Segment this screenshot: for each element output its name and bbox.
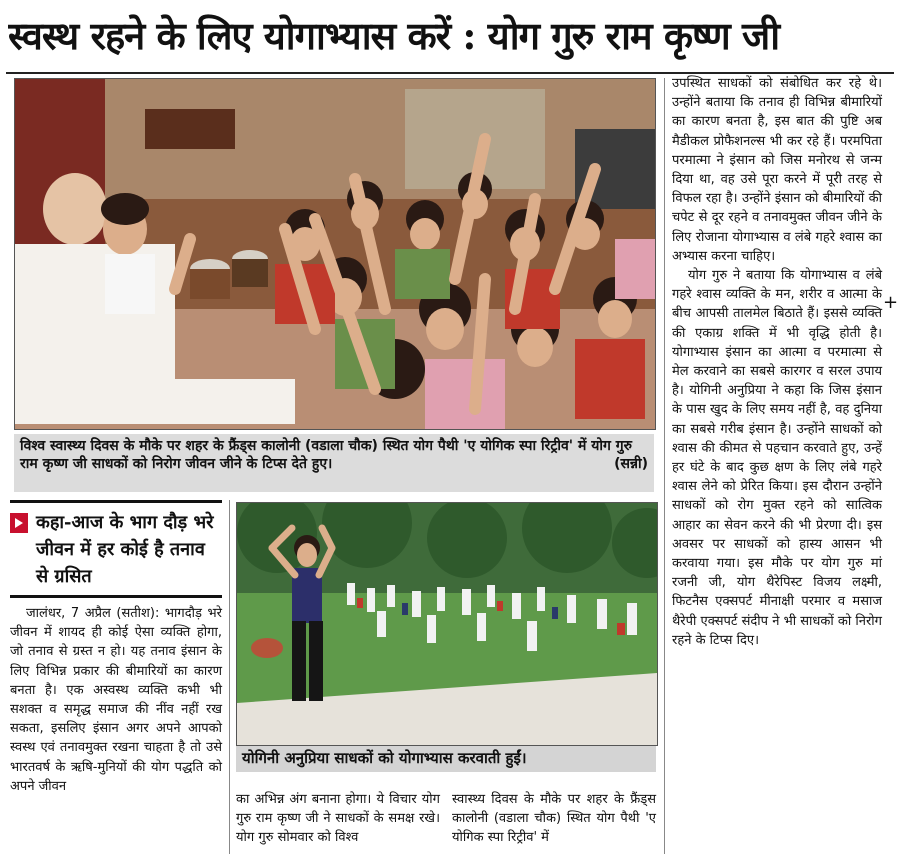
article-left-paragraph: जालंधर, 7 अप्रैल (सतीश): भागदौड़ भरे जीवन में शायद ही कोई ऐसा व्यक्ति होगा, जो तनाव से ग्रस्त न हो। यह तनाव इंसान के लिए विभिन्न प्रकार की बीमारियों का कारण बनता है। एक अस्वस्थ व्यक्ति कभी भी सशक्त व समृद्ध समाज की नींव नहीं रख सकता, इसलिए इंसान अगर अपने आपको स्वस्थ एवं तनावमुक्त रखना चाहता है तो उसे भारतवर्ष के ऋषि-मुनियों की योग पद्धति को अपने जीवन [10,606,222,794]
photo-yogini-outdoor [236,502,658,746]
article-middle-paragraph: का अभिन्न अंग बनाना होगा। ये विचार योग गुरु राम कृष्ण जी ने साधकों के समक्ष रखे। योग गुरु सोमवार को विश्व [236,792,440,846]
headline: स्वस्थ रहने के लिए योगाभ्यास करें : योग गुरु राम कृष्ण जी [8,13,780,58]
registration-mark: + [883,292,899,313]
photo-yoga-guru-session-illustration [15,79,655,429]
photo-yoga-guru-session [14,78,656,430]
article-center-paragraph: स्वास्थ्य दिवस के मौके पर शहर के फ्रैंड्स कालोनी (वडाला चौक) स्थित योग पैथी 'ए योगिक स्पा रिट्रीव' में [452,792,656,846]
article-column-center [452,790,656,854]
pullquote-text: कहा-आज के भाग दौड़ भरे जीवन में हर कोई है तनाव से ग्रसित [36,512,214,587]
column-rule-right [664,78,665,854]
article-right-paragraph-2: योग गुरु ने बताया कि योगाभ्यास व लंबे गहरे श्वास व्यक्ति के मन, शरीर व आत्मा के बीच आपसी तालमेल बिठाते हैं। इससे व्यक्ति की एकाग्र शक्ति में भी वृद्धि होती है। योगाभ्यास इंसान का आत्मा व परमात्मा से मेल करवाने का सबसे कारगर व सरल उपाय है। योगिनी अनुप्रिया ने कहा कि जिस इंसान के पास खुद के लिए समय नहीं है, वह दुनिया का सबसे गरीब इंसान है। उन्होंने साधकों को श्वास की कीमत से पहचान करवाते हुए, उन्हें हर घंटे के बाद कुछ क्षण के लिए लंबे गहरे श्वास लेने को प्रेरित किया। इस दौरान उन्होंने साधकों को रोग मुक्त रहने को सात्विक आहार का सेवन करने की भी प्रेरणा दी। इस अवसर पर साधकों को हास्य आसन भी करवाया गया। इस मौके पर योग गुरु मां रजनी जी, योग थैरेपिस्ट विजय लक्ष्मी, फिटनैस एक्सपर्ट मीनाक्षी परमार व मसाज थैरेपी एक्सपर्ट संदीप ने भी साधकों को निरोग रहने के टिप्स दिए। [672,268,882,648]
article-column-left [10,604,222,854]
article-right-paragraph-1: उपस्थित साधकों को संबोधित कर रहे थे। उन्होंने बताया कि तनाव ही विभिन्न बीमारियों का कारण बनता है, इस बात की पुष्टि अब मैडीकल प्रोफैशनल्स भी कर रहे हैं। परमपिता परमात्मा ने इंसान को जिस मनोरथ से जन्म दिया था, वह उसे पूरा करने में पूरी तरह से विफल रहा है। उन्होंने इंसान को बीमारियों की चपेट से दूर रहने व तनावमुक्त जीवन जीने के लिए रोजाना योगाभ्यास व लंबे गहरे श्वास का अभ्यास करना चाहिए। [672,76,882,264]
article-column-middle [236,790,440,854]
photo1-caption [14,434,654,492]
photo2-caption [236,746,656,772]
photo2-caption-text: योगिनी अनुप्रिया साधकों को योगाभ्यास करवाती हुईं। [242,749,527,767]
article-column-right [672,74,882,854]
photo-yogini-outdoor-illustration [237,503,657,745]
photo1-credit: (सन्नी) [614,456,648,472]
pullquote-box [10,500,222,598]
pullquote-arrow-icon [10,513,28,533]
column-rule-left [229,500,230,854]
photo1-caption-text: विश्व स्वास्थ्य दिवस के मौके पर शहर के फ्रैंड्स कालोनी (वडाला चौक) स्थित योग पैथी 'ए योगिक स्पा रिट्रीव' में योग गुरु राम कृष्ण जी साधकों को निरोग जीवन जीने के टिप्स देते हुए। [20,438,632,472]
